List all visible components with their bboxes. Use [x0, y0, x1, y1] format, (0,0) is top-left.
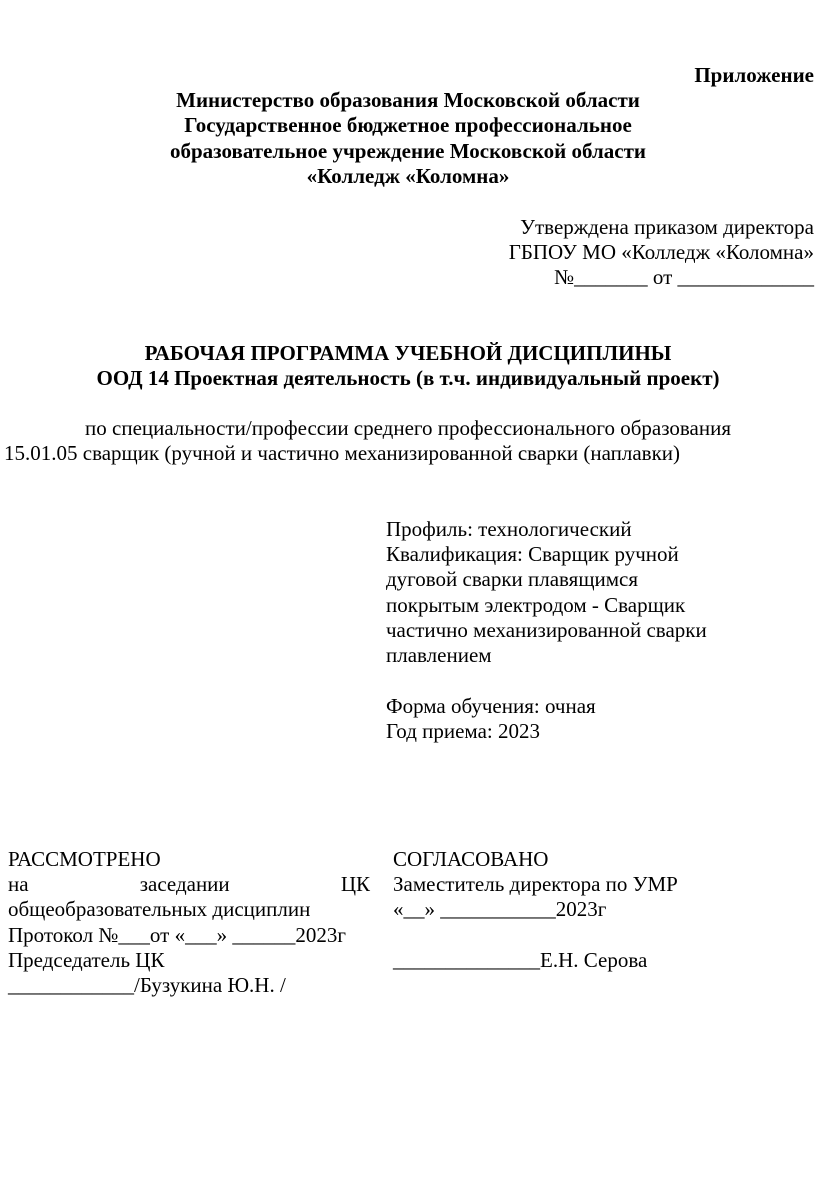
approval-line-2: ГБПОУ МО «Колледж «Коломна»	[508, 240, 814, 264]
specialty-line-1: по специальности/профессии среднего профессионального образования	[85, 416, 731, 440]
agreed-heading: СОГЛАСОВАНО	[393, 847, 549, 871]
reviewed-word-1: на	[8, 872, 29, 896]
reviewed-heading: РАССМОТРЕНО	[8, 847, 161, 871]
reviewed-line-4: Председатель ЦК	[8, 948, 165, 972]
profile-line-5: частично механизированной сварки	[386, 618, 707, 642]
header-line-4: «Колледж «Коломна»	[306, 164, 510, 188]
agreed-line-3: ______________Е.Н. Серова	[393, 948, 648, 972]
profile-line-1: Профиль: технологический	[386, 517, 632, 541]
reviewed-line-3: Протокол №___от «___» ______2023г	[8, 923, 346, 947]
header-line-3: образовательное учреждение Московской области	[170, 139, 646, 163]
appendix-label: Приложение	[694, 63, 814, 87]
approval-line-1: Утверждена приказом директора	[520, 215, 814, 239]
agreed-line-2: «__» ___________2023г	[393, 897, 607, 921]
header-line-1: Министерство образования Московской области	[176, 88, 640, 112]
reviewed-line-1	[8, 872, 370, 896]
reviewed-word-2: заседании	[139, 872, 230, 896]
specialty-line-2: 15.01.05 сварщик (ручной и частично механизированной сварки (наплавки)	[4, 441, 680, 465]
agreed-line-1: Заместитель директора по УМР	[393, 872, 678, 896]
study-form: Форма обучения: очная	[386, 694, 596, 718]
reviewed-line-2: общеобразовательных дисциплин	[8, 897, 311, 921]
header-line-2: Государственное бюджетное профессиональное	[184, 113, 632, 137]
profile-line-2: Квалификация: Сварщик ручной	[386, 542, 679, 566]
title-line-1: РАБОЧАЯ ПРОГРАММА УЧЕБНОЙ ДИСЦИПЛИНЫ	[144, 341, 672, 365]
approval-line-3: №_______ от _____________	[554, 265, 814, 289]
admission-year: Год приема: 2023	[386, 719, 540, 743]
profile-line-4: покрытым электродом - Сварщик	[386, 593, 686, 617]
title-line-2: ООД 14 Проектная деятельность (в т.ч. индивидуальный проект)	[96, 366, 720, 390]
profile-line-6: плавлением	[386, 643, 492, 667]
reviewed-word-3: ЦК	[340, 872, 370, 896]
reviewed-line-5: ____________/Бузукина Ю.Н. /	[8, 973, 286, 997]
profile-line-3: дуговой сварки плавящимся	[386, 567, 639, 591]
